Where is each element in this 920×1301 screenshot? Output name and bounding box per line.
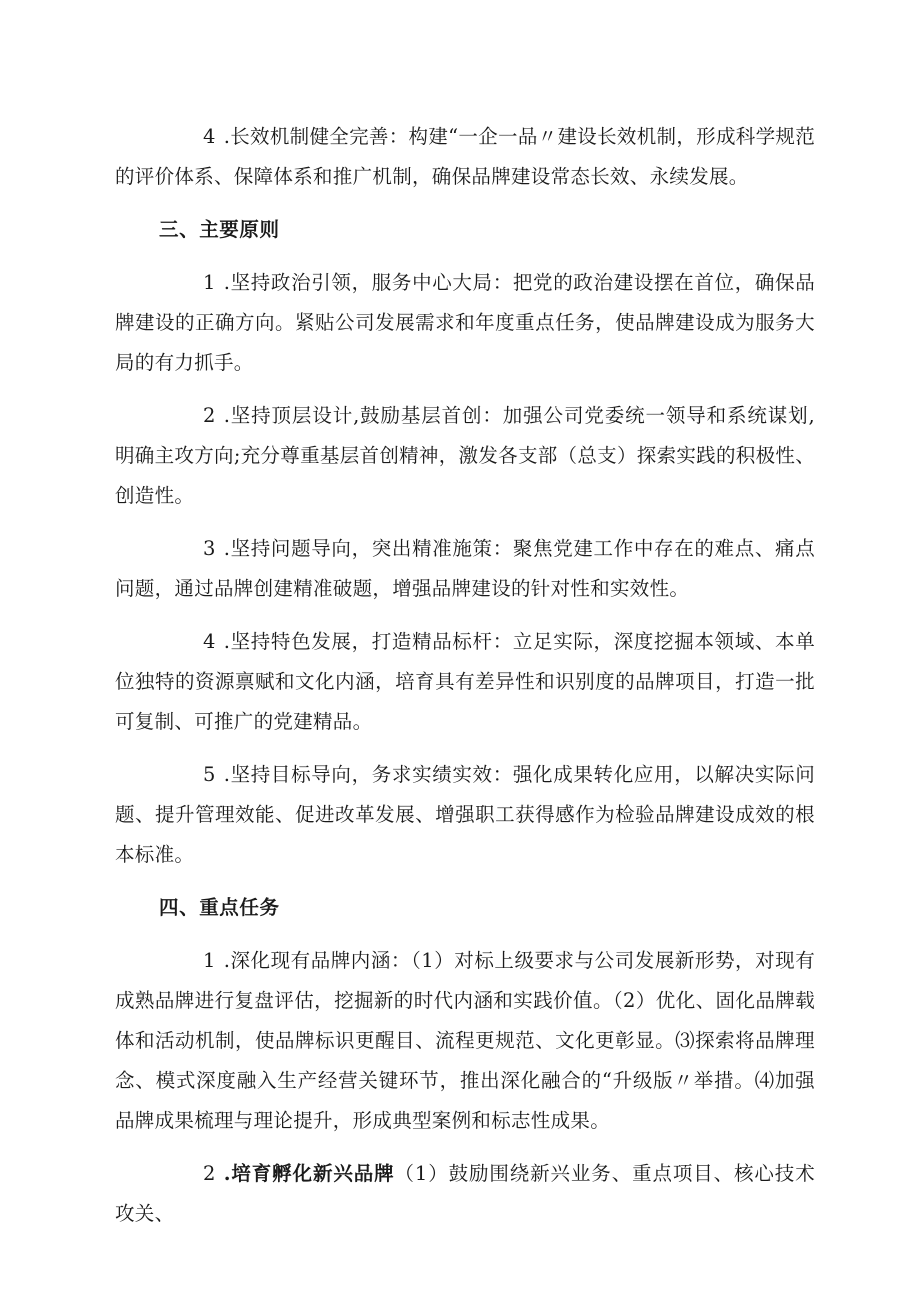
paragraph-task-1 — [115, 941, 815, 1141]
paragraph-lead-title: .培育孵化新兴品牌 — [223, 1162, 395, 1185]
paragraph-text: （1）鼓励围绕新兴业务、重点项目、核心技术攻关、 — [115, 1162, 815, 1225]
paragraph-number: 2 — [203, 1162, 216, 1185]
paragraph-principle-2 — [115, 396, 815, 516]
paragraph-number: 1 — [203, 949, 216, 972]
paragraph-task-2 — [115, 1154, 815, 1234]
section-heading-principles: 三、主要原则 — [159, 218, 280, 241]
paragraph-number: 1 — [203, 271, 216, 294]
paragraph-number: 3 — [203, 537, 216, 560]
paragraph-text: .坚持政治引领，服务中心大局：把党的政治建设摆在首位，确保品牌建设的正确方向。紧贴公司发展需求和年度重点任务，使品牌建设成为服务大局的有力抓手。 — [115, 271, 815, 374]
paragraph-long-term-mechanism — [115, 117, 815, 197]
paragraph-number: 4 — [203, 630, 216, 653]
paragraph-number: 2 — [203, 404, 216, 427]
paragraph-principle-4 — [115, 622, 815, 742]
paragraph-text: .深化现有品牌内涵：（1）对标上级要求与公司发展新形势，对现有成熟品牌进行复盘评估，挖掘新的时代内涵和实践价值。（2）优化、固化品牌载体和活动机制，使品牌标识更醒目、流程更规范、文化更彰显。⑶探索将品牌理念、模式深度融入生产经营关键环节，推出深化融合的“升级版〃举措。⑷加强品牌成果梳理与理论提升，形成典型案例和标志性成果。 — [115, 949, 815, 1132]
paragraph-text: .长效机制健全完善：构建“一企一品〃建设长效机制，形成科学规范的评价体系、保障体系和推广机制，确保品牌建设常态长效、永续发展。 — [115, 125, 815, 188]
paragraph-text: .坚持顶层设计,鼓励基层首创：加强公司党委统一领导和系统谋划,明确主攻方向;充分尊重基层首创精神，激发各支部（总支）探索实践的积极性、创造性。 — [115, 404, 815, 507]
paragraph-text: .坚持问题导向，突出精准施策：聚焦党建工作中存在的难点、痛点问题，通过品牌创建精准破题，增强品牌建设的针对性和实效性。 — [115, 537, 815, 600]
paragraph-principle-5 — [115, 755, 815, 875]
section-heading-key-tasks: 四、重点任务 — [159, 896, 280, 919]
paragraph-principle-1 — [115, 263, 815, 383]
paragraph-number: 5 — [203, 763, 216, 786]
document-body — [115, 117, 815, 1247]
paragraph-number: 4 — [203, 125, 216, 148]
paragraph-text: .坚持目标导向，务求实绩实效：强化成果转化应用，以解决实际问题、提升管理效能、促进改革发展、增强职工获得感作为检验品牌建设成效的根本标准。 — [115, 763, 815, 866]
paragraph-text: .坚持特色发展，打造精品标杆：立足实际，深度挖掘本领域、本单位独特的资源禀赋和文化内涵，培育具有差异性和识别度的品牌项目，打造一批可复制、可推广的党建精品。 — [115, 630, 815, 733]
paragraph-principle-3 — [115, 529, 815, 609]
